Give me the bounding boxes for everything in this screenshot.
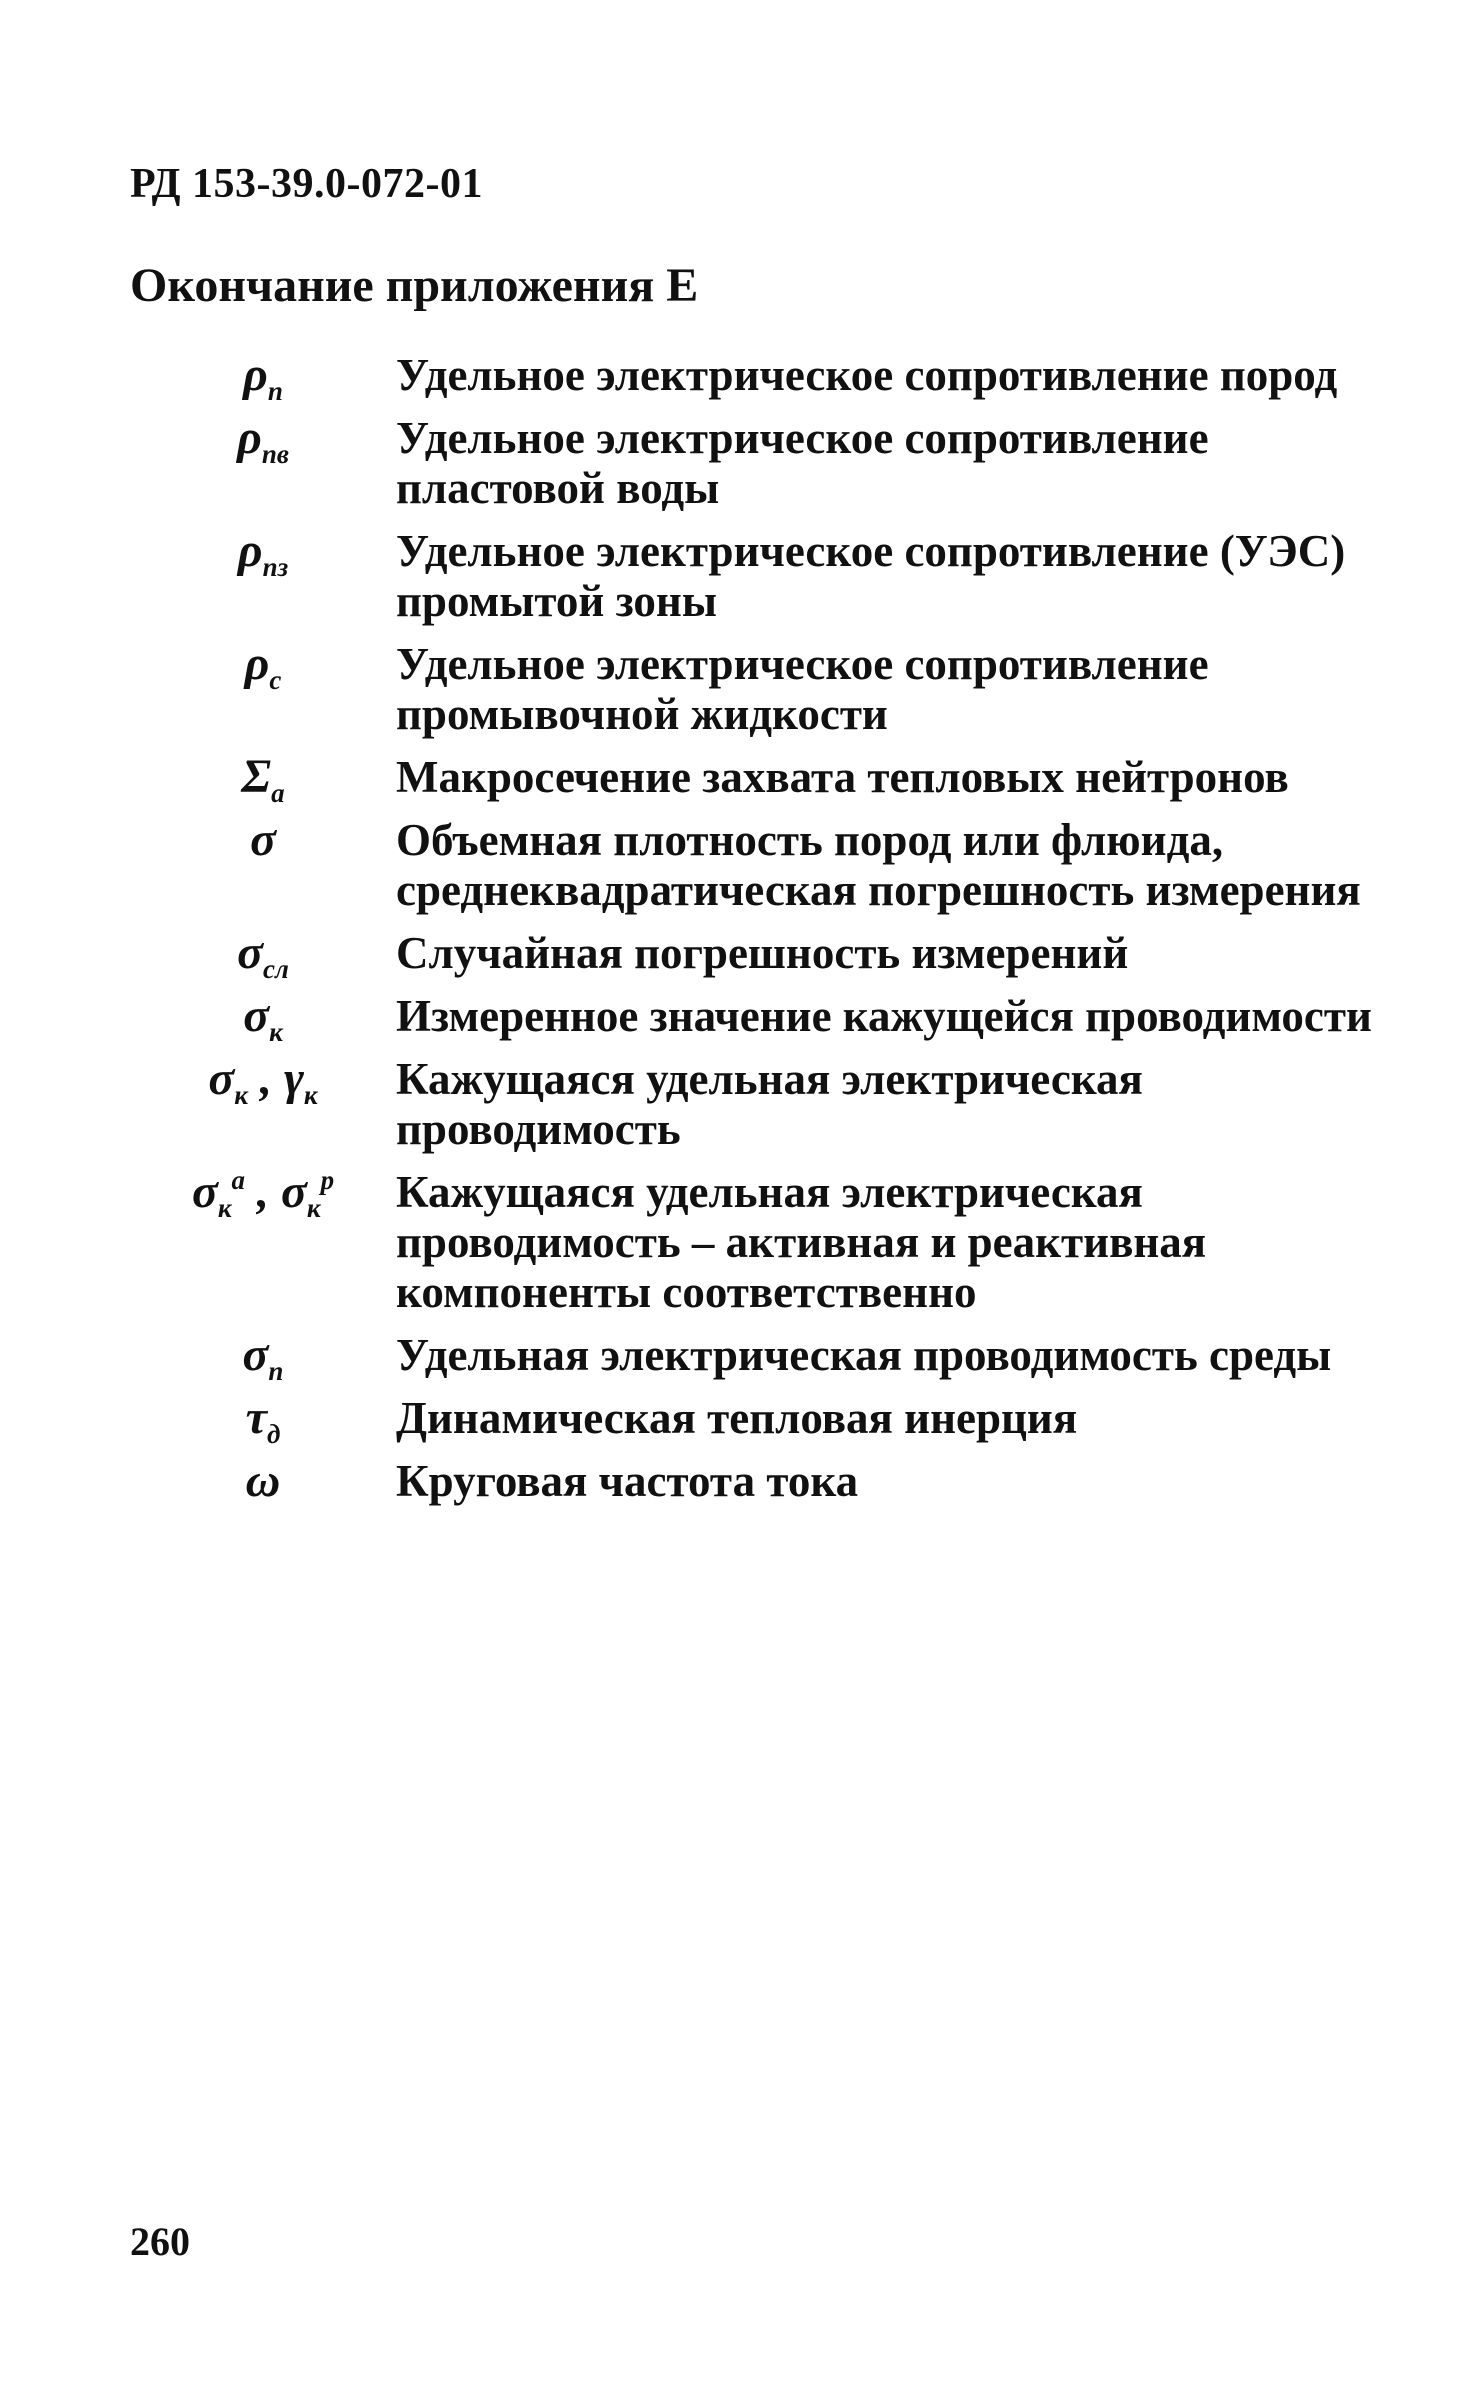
symbol: $\sigma_п$ [242,1328,284,1386]
symbol-description: Удельная электрическая проводимость среды [396,1330,1332,1380]
symbol-description: Макросечение захвата тепловых нейтронов [396,752,1289,802]
symbol: σ [250,813,276,866]
section-title: Окончание приложения Е [130,259,699,312]
symbol: $\sigma_к^а$ , $\sigma_к^р$ [191,1165,335,1223]
symbol: $\rho_п$ [243,348,283,406]
symbol-row [130,989,1430,1047]
symbol: $\tau_д$ [245,1391,281,1449]
symbol-description: Удельное электрическое сопротивление пластовой воды [396,413,1209,513]
symbol: $\sigma_к$ , $\gamma_к$ [208,1052,318,1110]
symbol-row [130,1054,1430,1154]
symbol-row [130,926,1430,984]
symbol-row [130,348,1430,406]
symbol-table [130,350,1430,1519]
symbol: $\sigma_{сл}$ [237,926,289,984]
symbol-row [130,815,1430,915]
symbol-row [130,750,1430,808]
symbol-description: Кажущаяся удельная электрическая проводимость [396,1054,1143,1154]
symbol-description: Круговая частота тока [396,1456,859,1506]
symbol-description: Кажущаяся удельная электрическая проводимость – активная и реактивная компоненты соответственно [396,1167,1207,1317]
page-number: 260 [130,2219,190,2264]
symbol-row [130,639,1430,739]
symbol-row [130,1391,1430,1449]
symbol-description: Измеренное значение кажущейся проводимости [396,991,1372,1041]
symbol-row [130,1328,1430,1386]
symbol-description: Удельное электрическое сопротивление пород [396,350,1338,400]
symbol: $\rho_с$ [244,637,282,695]
symbol: $\Sigma_а$ [241,750,285,808]
symbol-description: Удельное электрическое сопротивление промывочной жидкости [396,639,1209,739]
symbol: ω [245,1454,281,1507]
symbol-row [130,413,1430,513]
symbol-row [130,1456,1430,1506]
symbol-description: Случайная погрешность измерений [396,928,1129,978]
symbol: $\rho_{пз}$ [237,524,289,582]
document-code: РД 153-39.0-072-01 [130,161,484,207]
symbol: $\rho_{пв}$ [237,411,289,469]
symbol-row [130,526,1430,626]
symbol-description: Удельное электрическое сопротивление (УЭС) промытой зоны [396,526,1346,626]
symbol-description: Объемная плотность пород или флюида, среднеквадратическая погрешность измерения [396,815,1361,915]
symbol: $\sigma_к$ [243,989,283,1047]
symbol-description: Динамическая тепловая инерция [396,1393,1078,1443]
symbol-row [130,1167,1430,1317]
